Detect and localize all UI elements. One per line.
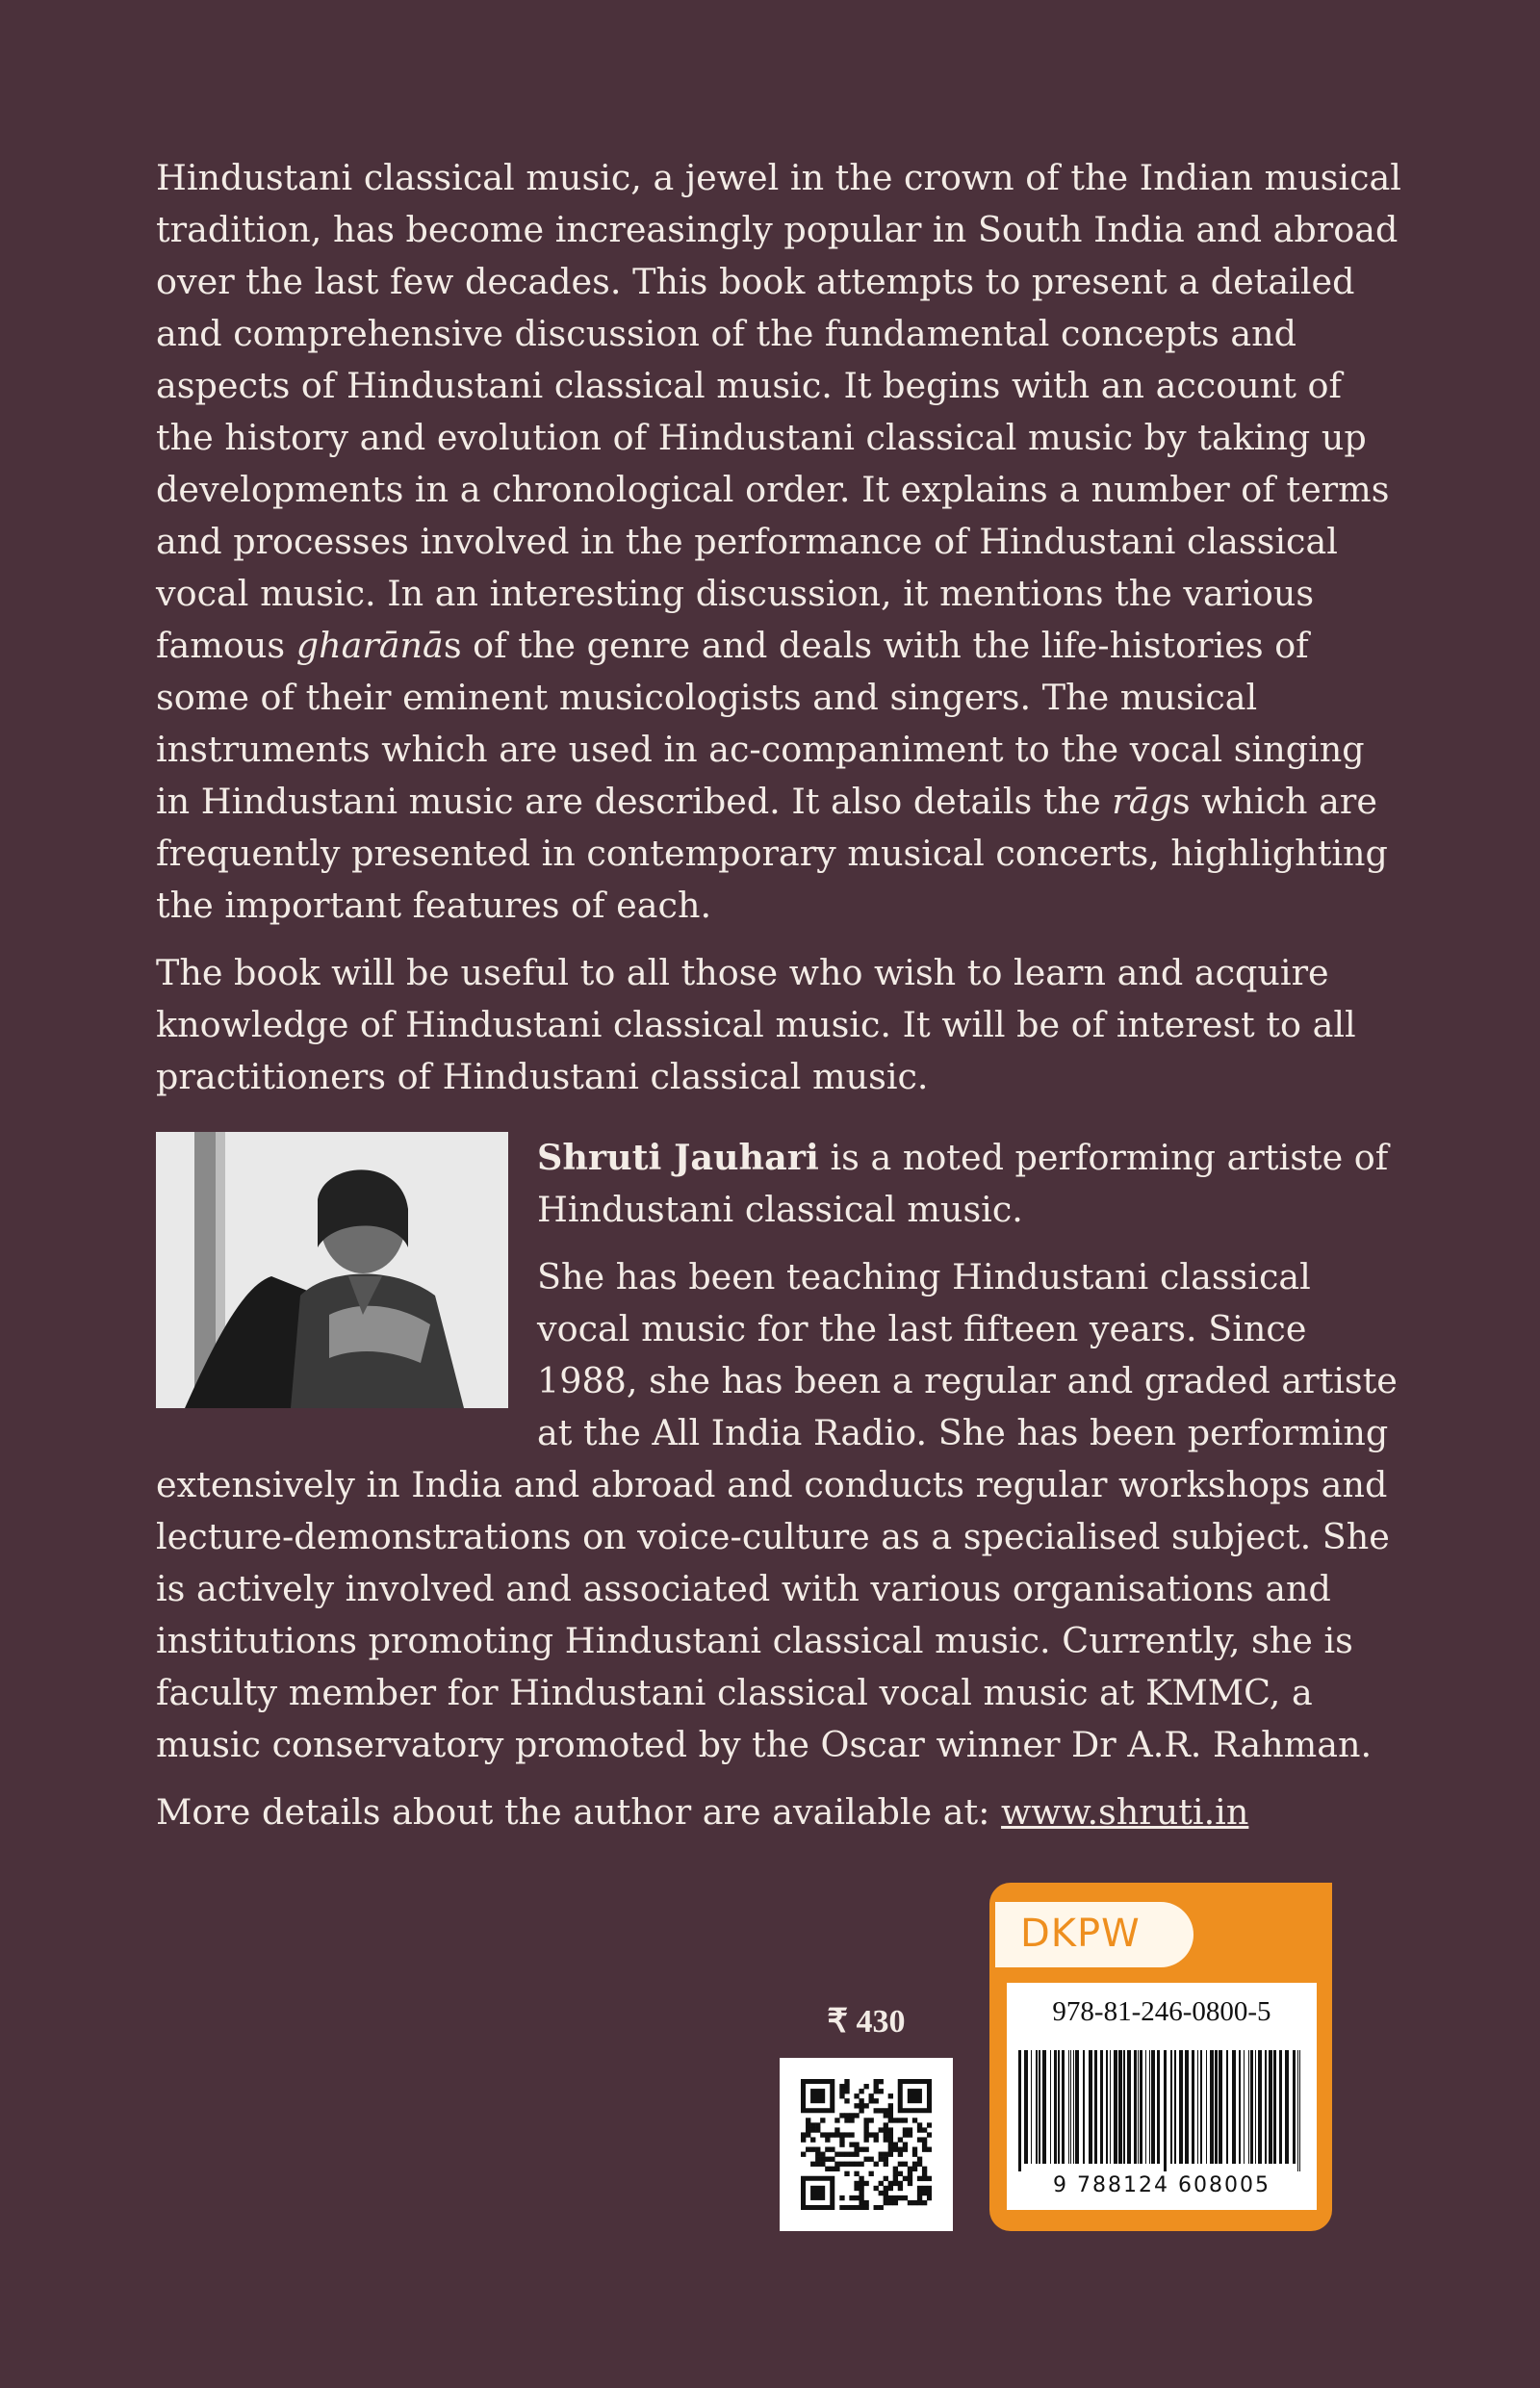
description-text: s which are frequently presented in contemporary musical concerts, highlighting the important features of each. — [156, 781, 1388, 926]
publisher-logo-text: DKPW — [1020, 1912, 1141, 1956]
author-section — [156, 1132, 1402, 1838]
isbn-panel — [989, 1883, 1332, 2231]
back-cover-text — [156, 152, 1402, 1838]
barcode-digits: 9 788124 608005 — [1053, 2173, 1270, 2197]
author-photo — [156, 1132, 508, 1408]
term-gharana: gharānā — [295, 625, 444, 666]
description-paragraph-1 — [156, 152, 1402, 932]
author-website-link[interactable]: www.shruti.in — [1001, 1791, 1249, 1833]
barcode — [1014, 2050, 1309, 2171]
isbn-number: 978-81-246-0800-5 — [1052, 1996, 1271, 2027]
author-more-details — [156, 1786, 1402, 1838]
description-text: Hindustani classical music, a jewel in the crown of the Indian musical tradition, has become increasingly popular in South India and abroad over the last few decades. This book attempts to present a detailed and comprehensive discussion of the fundamental concepts and aspects of Hindustani classical music. It begins with an account of the history and evolution of Hindustani classical music by taking up developments in a chronological order. It explains a number of terms and processes involved in the performance of Hindustani classical vocal music. In an interesting discussion, it mentions the various famous — [156, 157, 1401, 666]
price-label: ₹ 430 — [827, 2004, 906, 2040]
author-bio: She has been teaching Hindustani classical vocal music for the last fifteen years. Since 1988, she has been a regular and graded artiste at the All India Radio. She has been performing extensively in India and abroad and conducts regular workshops and lecture-demonstrations on voice-culture as a specialised subject. She is actively involved and associated with various organisations and institutions promoting Hindustani classical music. Currently, she is faculty member for Hindustani classical vocal music at KMMC, a music conservatory promoted by the Oscar winner Dr A.R. Rahman. — [156, 1256, 1398, 1765]
qr-code — [780, 2058, 953, 2231]
author-name: Shruti Jauhari — [537, 1137, 819, 1178]
term-rag: rāg — [1112, 781, 1172, 822]
more-details-label: More details about the author are available at: — [156, 1791, 1002, 1833]
author-intro-text: is a noted performing artiste of Hindustani classical music. — [537, 1137, 1389, 1230]
description-paragraph-2: The book will be useful to all those who wish to learn and acquire knowledge of Hindustani classical music. It will be of interest to all practitioners of Hindustani classical music. — [156, 952, 1356, 1097]
isbn-barcode-area — [1007, 1983, 1317, 2210]
publisher-badge — [995, 1902, 1194, 1967]
isbn-panel-tab — [1294, 1883, 1332, 1892]
description-text: s of the genre and deals with the life-histories of some of their eminent musicologists and singers. The musical instruments which are used in ac-companiment to the vocal singing in Hindustani music are described. It also details the — [156, 625, 1365, 822]
